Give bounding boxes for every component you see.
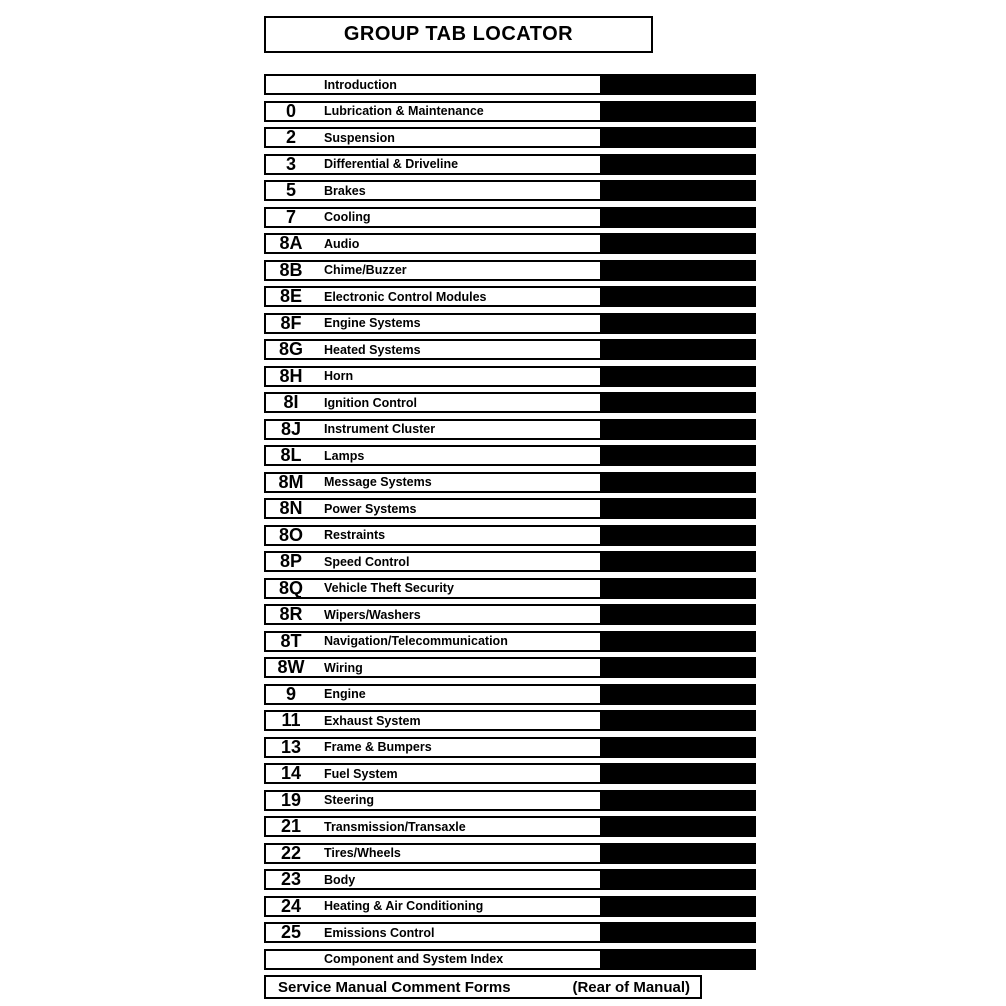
tab-group-number: 8P [279,551,303,571]
tab-index-marker [602,896,756,917]
tab-group-number: 8G [278,339,303,359]
tab-group-name: Frame & Bumpers [324,740,432,754]
tab-row[interactable] [264,260,756,281]
tab-group-name: Message Systems [324,475,432,489]
tab-row[interactable] [264,233,756,254]
footer-link[interactable] [264,975,702,999]
tab-group-name: Heated Systems [324,342,421,357]
tab-row[interactable] [264,631,756,652]
tab-label-box [264,551,602,572]
tab-index-marker [602,710,756,731]
tab-row[interactable] [264,101,756,122]
tab-index-marker [602,657,756,678]
tab-index-marker [602,949,756,970]
tab-group-number: 8H [279,365,303,386]
tab-group-number: 5 [285,180,296,200]
tab-label-box [264,472,602,493]
tab-row[interactable] [264,286,756,307]
tab-label-box [264,949,602,970]
tab-label-box [264,286,602,307]
tab-row[interactable] [264,790,756,811]
footer-location: (Rear of Manual) [572,978,690,996]
tab-group-number: 8R [279,604,303,624]
tab-index-marker [602,684,756,705]
tab-group-name: Suspension [324,130,395,145]
tab-group-number: 8Q [278,577,303,598]
tab-group-name: Heating & Air Conditioning [324,899,484,913]
tab-group-number: 14 [280,763,302,783]
tab-group-name: Body [324,872,356,887]
tab-label-box [264,525,602,546]
footer-label: Service Manual Comment Forms [278,978,511,996]
tab-row[interactable] [264,154,756,175]
tab-index-marker [602,498,756,519]
tab-row[interactable] [264,498,756,519]
tab-group-name: Brakes [324,183,366,198]
tab-label-box [264,684,602,705]
tab-group-number: 11 [281,710,301,730]
tab-group-name: Transmission/Transaxle [324,819,466,834]
tab-row[interactable] [264,816,756,837]
tab-group-number: 8B [279,259,303,280]
tab-row[interactable] [264,180,756,201]
tab-group-number: 21 [280,816,302,836]
tab-index-marker [602,154,756,175]
page-title: GROUP TAB LOCATOR [343,23,574,45]
tab-group-name: Wipers/Washers [324,607,421,622]
tab-row[interactable] [264,74,756,95]
tab-index-marker [602,127,756,148]
tab-row[interactable] [264,392,756,413]
tab-index-marker [602,525,756,546]
tab-group-number: 8I [283,392,299,412]
tab-index-marker [602,286,756,307]
tab-group-name: Exhaust System [324,713,421,728]
tab-group-name: Wiring [324,660,363,675]
tab-index-marker [602,419,756,440]
tab-row[interactable] [264,843,756,864]
tab-index-marker [602,869,756,890]
tab-group-number: 8O [278,524,303,545]
tab-index-marker [602,101,756,122]
tab-group-name: Differential & Driveline [324,157,459,171]
tab-label-box [264,74,602,95]
tab-group-number: 8J [280,418,302,439]
tab-group-name: Introduction [324,77,397,92]
tab-group-number: 8W [277,657,305,677]
tab-group-name: Tires/Wheels [324,846,401,860]
tab-group-number: 8E [279,286,303,306]
tab-label-box [264,578,602,599]
tab-group-name: Steering [324,793,375,807]
tab-group-number: 2 [285,127,296,147]
tab-label-box [264,816,602,837]
tab-index-marker [602,392,756,413]
tab-group-number: 25 [280,922,302,942]
tab-row[interactable] [264,684,756,705]
tab-label-box [264,498,602,519]
tab-row[interactable] [264,869,756,890]
tab-group-name: Fuel System [324,766,398,781]
tab-row[interactable] [264,604,756,625]
tab-label-box [264,710,602,731]
tab-label-box [264,922,602,943]
tab-label-box [264,366,602,387]
tab-group-number: 19 [280,789,302,810]
tab-label-box [264,896,602,917]
tab-row[interactable] [264,525,756,546]
tab-group-number: 0 [285,100,296,121]
tab-group-number: 24 [280,895,302,916]
tab-label-box [264,843,602,864]
tab-label-box [264,207,602,228]
tab-group-number: 7 [285,206,296,227]
tab-row[interactable] [264,472,756,493]
tab-row[interactable] [264,763,756,784]
tab-label-box [264,657,602,678]
tab-label-box [264,763,602,784]
tab-row[interactable] [264,657,756,678]
tab-group-name: Power Systems [324,501,417,516]
tab-label-box [264,101,602,122]
tab-label-box [264,392,602,413]
tab-group-name: Lubrication & Maintenance [324,104,484,118]
tab-group-name: Electronic Control Modules [324,289,487,304]
tab-group-number: 8M [278,471,304,492]
tab-group-name: Horn [324,369,354,383]
tab-group-name: Ignition Control [324,395,418,410]
tab-row[interactable] [264,922,756,943]
tab-group-name: Instrument Cluster [324,422,436,436]
tab-index-marker [602,313,756,334]
tab-group-name: Emissions Control [324,925,435,940]
tab-label-box [264,631,602,652]
tab-index-marker [602,631,756,652]
tab-index-marker [602,445,756,466]
tab-group-name: Lamps [324,448,365,463]
tab-group-number: 3 [285,153,296,174]
tab-index-marker [602,922,756,943]
tab-label-box [264,737,602,758]
tab-index-marker [602,366,756,387]
tab-group-name: Vehicle Theft Security [324,581,454,595]
tab-row[interactable] [264,896,756,917]
tab-group-number: 9 [285,683,296,704]
tab-index-marker [602,763,756,784]
tab-index-marker [602,816,756,837]
tab-group-name: Speed Control [324,554,410,569]
tab-row[interactable] [264,339,756,360]
tab-group-name: Cooling [324,210,371,224]
tab-index-marker [602,790,756,811]
tab-index-marker [602,339,756,360]
tab-row[interactable] [264,710,756,731]
tab-group-number: 23 [280,869,302,889]
tab-index-marker [602,472,756,493]
tab-group-number: 13 [280,736,302,757]
tab-group-name: Restraints [324,528,386,542]
tab-group-name: Engine [324,687,366,701]
tab-index-marker [602,843,756,864]
tab-label-box [264,419,602,440]
tab-index-marker [602,551,756,572]
tab-group-number: 8F [280,312,302,333]
tab-index-marker [602,260,756,281]
tab-label-box [264,339,602,360]
tab-group-name: Chime/Buzzer [324,263,407,277]
tab-index-marker [602,604,756,625]
tab-row[interactable] [264,578,756,599]
tab-index-marker [602,74,756,95]
tab-index-marker [602,737,756,758]
tab-row[interactable] [264,949,756,970]
tab-group-name: Component and System Index [324,952,504,966]
tab-label-box [264,790,602,811]
tab-row[interactable] [264,127,756,148]
tab-row[interactable] [264,445,756,466]
tab-group-number: 8N [279,498,303,518]
tab-row[interactable] [264,207,756,228]
tab-row[interactable] [264,737,756,758]
tab-label-box [264,154,602,175]
tab-row[interactable] [264,419,756,440]
tab-label-box [264,313,602,334]
tab-label-box [264,233,602,254]
tab-index-marker [602,180,756,201]
tab-index-marker [602,233,756,254]
tab-row[interactable] [264,366,756,387]
tab-group-name: Engine Systems [324,316,421,330]
tab-group-number: 22 [280,842,302,863]
tab-label-box [264,869,602,890]
tab-label-box [264,445,602,466]
tab-group-number: 8T [280,630,302,651]
title-box [264,16,653,53]
tab-label-box [264,180,602,201]
tab-group-name: Audio [324,236,360,251]
tab-group-number: 8A [279,233,303,253]
tab-group-number: 8L [280,445,302,465]
tab-row[interactable] [264,551,756,572]
tab-label-box [264,260,602,281]
tab-index-marker [602,578,756,599]
tab-group-name: Navigation/Telecommunication [324,634,508,648]
tab-label-box [264,127,602,148]
tab-label-box [264,604,602,625]
tab-index-marker [602,207,756,228]
tab-row[interactable] [264,313,756,334]
